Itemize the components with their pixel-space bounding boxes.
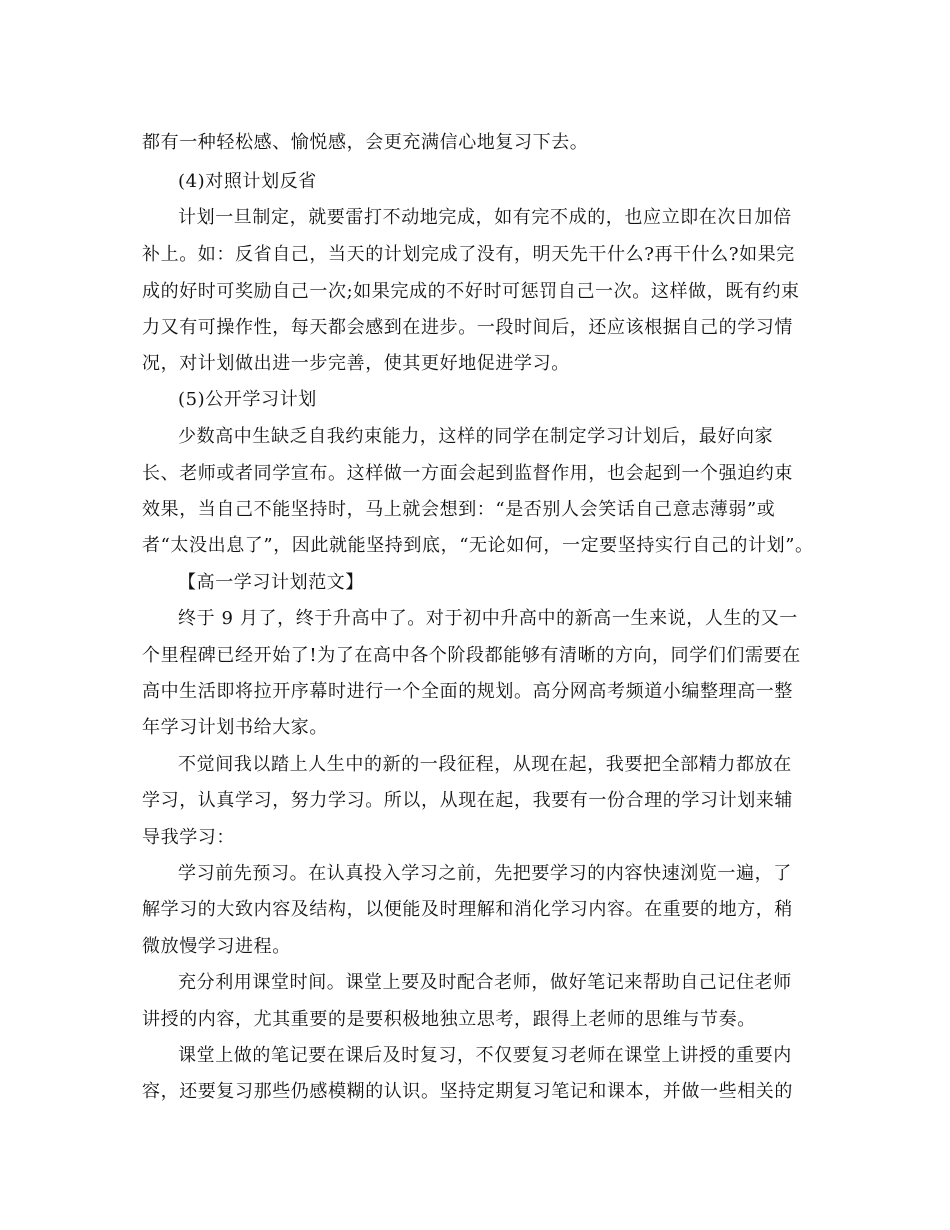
text-line: 个里程碑已经开始了!为了在高中各个阶段都能够有清晰的方向，同学们们需要在 xyxy=(142,645,801,666)
text-line: 高中生活即将拉开序幕时进行一个全面的规划。高分网高考频道小编整理高一整 xyxy=(142,681,793,702)
text-line: 容，还要复习那些仍感模糊的认识。坚持定期复习笔记和课本，并做一些相关的 xyxy=(142,1081,793,1102)
section-heading: (5)公开学习计划 xyxy=(178,389,317,410)
text-line: 长、老师或者同学宣布。这样做一方面会起到监督作用，也会起到一个强迫约束 xyxy=(142,463,793,484)
section-heading: (4)对照计划反省 xyxy=(178,171,317,192)
text-line: 充分利用课堂时间。课堂上要及时配合老师，做好笔记来帮助自己记住老师 xyxy=(178,972,792,993)
text-line: 都有一种轻松感、愉悦感，会更充满信心地复习下去。 xyxy=(142,132,589,153)
text-line: 微放慢学习进程。 xyxy=(142,936,291,957)
text-line: 成的好时可奖励自己一次;如果完成的不好时可惩罚自己一次。这样做，既有约束 xyxy=(142,281,800,302)
text-line: 力又有可操作性，每天都会感到在进步。一段时间后，还应该根据自己的学习情 xyxy=(142,317,793,338)
text-line: 课堂上做的笔记要在课后及时复习，不仅要复习老师在课堂上讲授的重要内 xyxy=(178,1045,792,1066)
section-heading: 【高一学习计划范文】 xyxy=(178,572,364,593)
text-line: 补上。如：反省自己，当天的计划完成了没有，明天先干什么?再干什么?如果完 xyxy=(142,244,795,265)
text-line: 终于 9 月了，终于升高中了。对于初中升高中的新高一生来说，人生的又一 xyxy=(178,608,798,629)
text-line: 导我学习： xyxy=(142,827,235,848)
text-line: 学习，认真学习，努力学习。所以，从现在起，我要有一份合理的学习计划来辅 xyxy=(142,790,793,811)
text-line: 效果，当自己不能坚持时，马上就会想到：“是否别人会笑话自己意志薄弱”或 xyxy=(142,499,776,520)
text-line: 讲授的内容，尤其重要的是要积极地独立思考，跟得上老师的思维与节奏。 xyxy=(142,1009,756,1030)
text-line: 计划一旦制定，就要雷打不动地完成，如有完不成的，也应立即在次日加倍 xyxy=(178,207,792,228)
text-line: 学习前先预习。在认真投入学习之前，先把要学习的内容快速浏览一遍，了 xyxy=(178,863,792,884)
text-line: 者“太没出息了”，因此就能坚持到底，“无论如何，一定要坚持实行自己的计划”。 xyxy=(142,535,814,556)
text-line: 年学习计划书给大家。 xyxy=(142,717,328,738)
text-line: 少数高中生缺乏自我约束能力，这样的同学在制定学习计划后，最好向家 xyxy=(178,426,774,447)
text-line: 不觉间我以踏上人生中的新的一段征程，从现在起，我要把全部精力都放在 xyxy=(178,754,792,775)
text-line: 况，对计划做出进一步完善，使其更好地促进学习。 xyxy=(142,353,570,374)
text-line: 解学习的大致内容及结构，以便能及时理解和消化学习内容。在重要的地方，稍 xyxy=(142,899,793,920)
